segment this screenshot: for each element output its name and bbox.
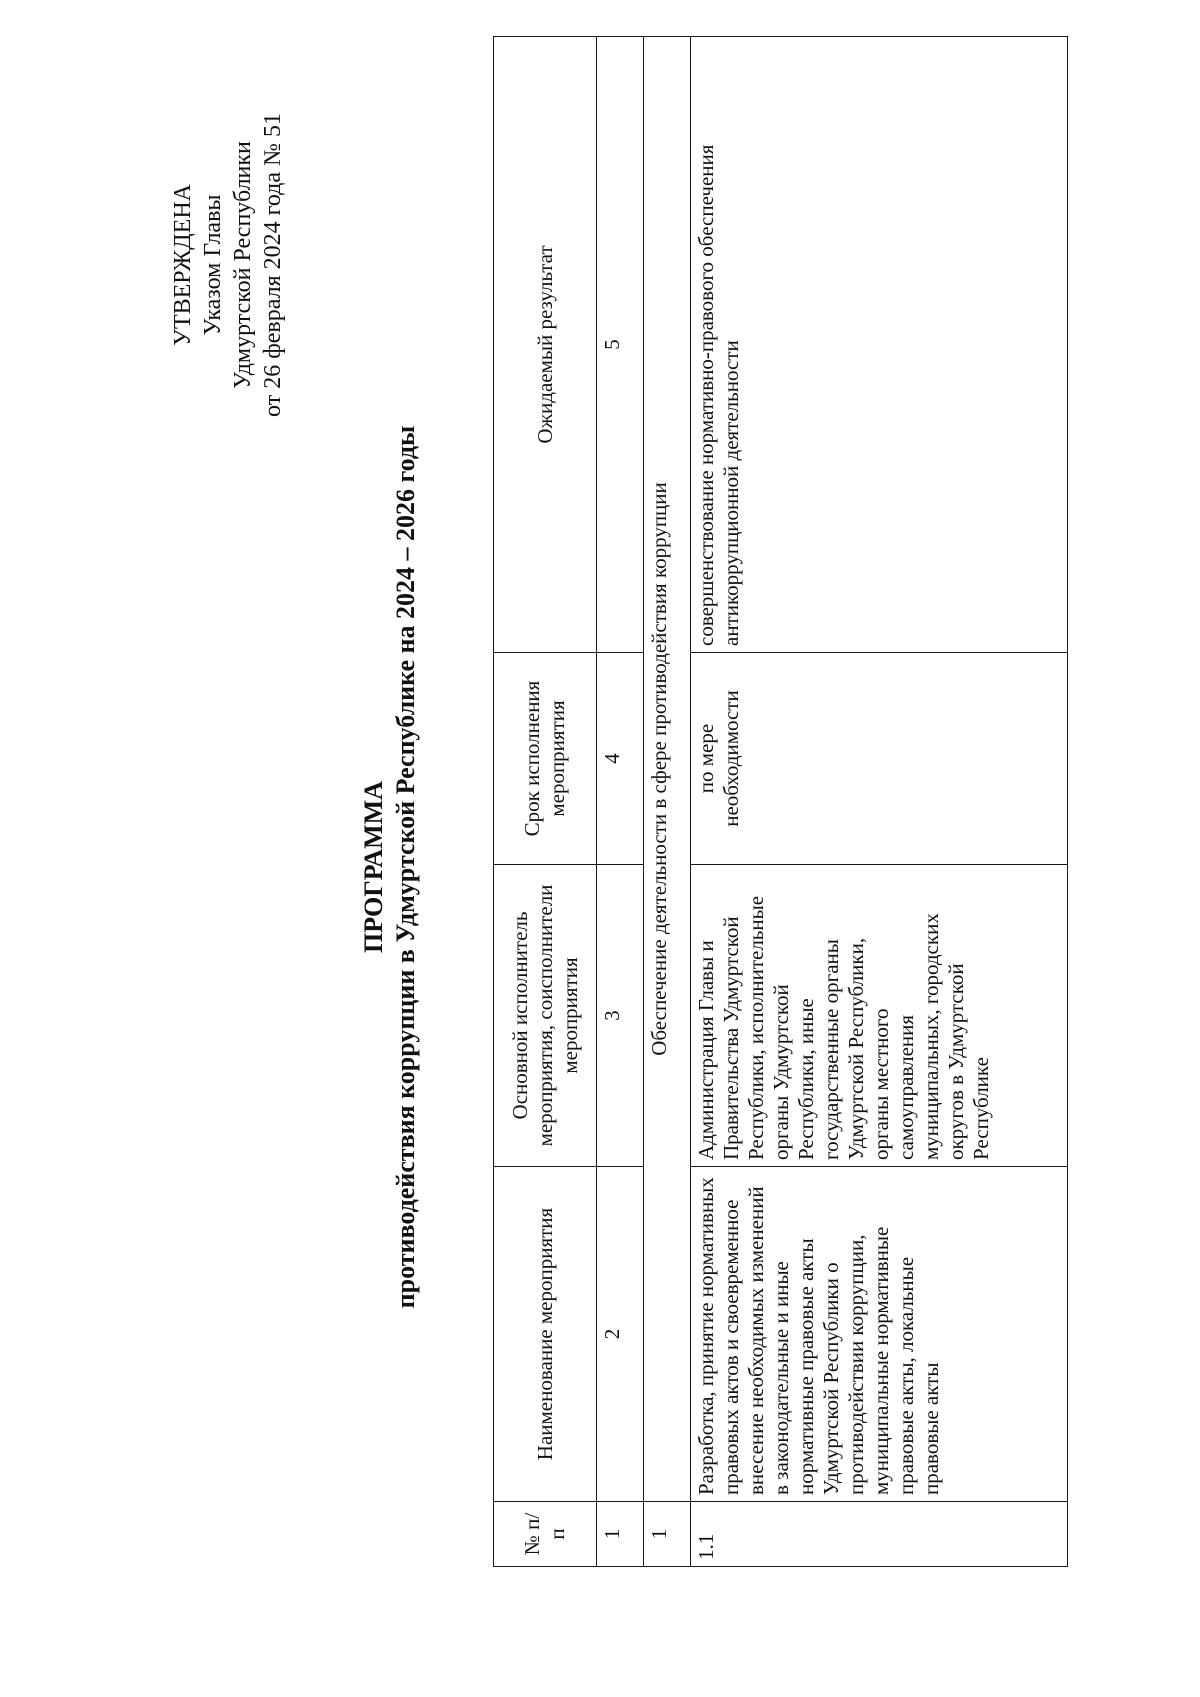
column-number: 3: [597, 865, 644, 1167]
program-table: [493, 36, 1068, 1567]
header-term: Срок исполнения мероприятия: [494, 653, 597, 865]
header-executor: Основной исполнитель мероприятия, соисполнители мероприятия: [494, 865, 597, 1167]
row-result: совершенствование нормативно-правового обеспечения антикоррупционной деятельности: [691, 37, 1068, 653]
column-number: 2: [597, 1167, 644, 1502]
section-title: Обеспечение деятельности в сфере противодействия коррупции: [644, 37, 691, 1502]
header-number: № п/п: [494, 1502, 597, 1567]
table-header-row: [494, 37, 597, 1567]
column-number: 4: [597, 653, 644, 865]
header-name: Наименование мероприятия: [494, 1167, 597, 1502]
table-row: [691, 37, 1068, 1567]
column-number: 5: [597, 37, 644, 653]
approval-line-approved: УТВЕРЖДЕНА: [170, 183, 196, 347]
approval-stamp: [168, 55, 288, 475]
approval-line-date: от 26 февраля 2024 года № 51: [260, 113, 286, 417]
document-title-main: ПРОГРАММА: [359, 781, 388, 953]
column-number-row: [597, 37, 644, 1567]
section-number: 1: [644, 1502, 691, 1567]
document-title: [358, 267, 422, 1467]
section-row: [644, 37, 691, 1567]
row-name: Разработка, принятие нормативных правовых актов и своевременное внесение необходимых изменений в законодательные и иные нормативные правовые акты Удмуртской Республики о противодействии коррупции, муниципальные нормативные правовые акты, локальные правовые акты: [691, 1167, 1068, 1502]
document-title-sub: противодействия коррупции в Удмуртской Республике на 2024 – 2026 годы: [391, 425, 420, 1309]
row-executor: Администрация Главы и Правительства Удмуртской Республики, исполнительные органы Удмуртской Республики, иные государственные органы Удмуртской Республики, органы местного самоуправления муниципальных, городских округов в Удмуртской Республике: [691, 865, 1068, 1167]
header-result: Ожидаемый результат: [494, 37, 597, 653]
approval-line-decree: Указом Главы: [200, 194, 226, 336]
row-number: 1.1: [691, 1502, 1068, 1567]
column-number: 1: [597, 1502, 644, 1567]
row-term: по мере необходимости: [691, 653, 1068, 865]
approval-line-republic: Удмуртской Республики: [230, 141, 256, 389]
